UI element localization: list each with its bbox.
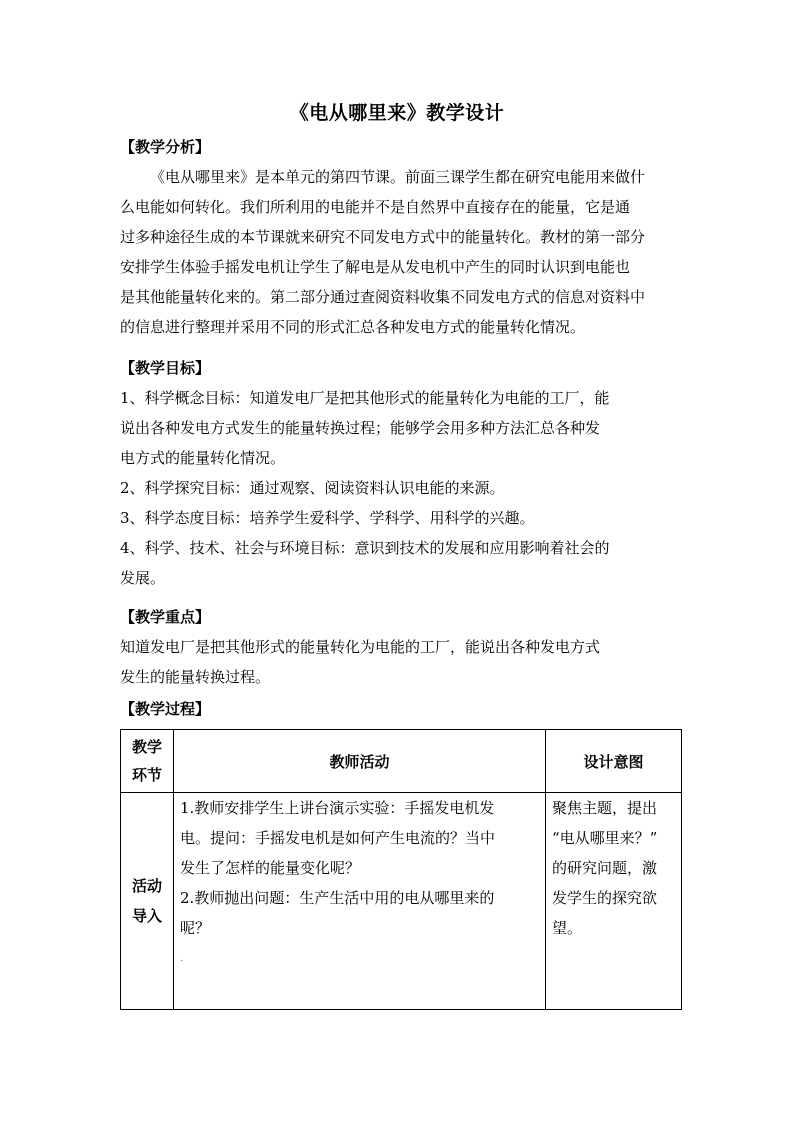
header-intent: 设计意图	[546, 730, 682, 793]
header-stage-line: 环节	[131, 766, 162, 784]
row-stage	[121, 793, 174, 1010]
process-heading: 【教学过程】	[120, 700, 211, 718]
stray-dot-mark: ·	[180, 956, 184, 967]
analysis-line: 《电从哪里来》是本单元的第四节课。前面三课学生都在研究电能用来做什	[150, 168, 646, 186]
goals-line: 说出各种发电方式发生的能量转换过程；能够学会用多种方法汇总各种发	[120, 419, 601, 437]
teacher-line: 呢？	[180, 919, 211, 937]
table-header-row	[121, 730, 682, 793]
analysis-line: 过多种途径生成的本节课就来研究不同发电方式中的能量转化。教材的第一部分	[120, 228, 646, 246]
keypoints-line: 知道发电厂是把其他形式的能量转化为电能的工厂，能说出各种发电方式	[120, 638, 601, 656]
intent-line: 发学生的探究欲	[552, 889, 658, 907]
keypoints-heading: 【教学重点】	[120, 608, 211, 626]
intent-line: “电从哪里来？”	[552, 829, 658, 847]
goals-line: 2、科学探究目标：通过观察、阅读资料认识电能的来源。	[120, 479, 505, 497]
row-stage-line: 活动	[131, 877, 162, 895]
header-teacher: 教师活动	[174, 730, 546, 793]
teacher-line: 发生了怎样的能量变化呢？	[180, 859, 361, 877]
analysis-line: 的信息进行整理并采用不同的形式汇总各种发电方式的能量转化情况。	[120, 318, 586, 336]
table-row	[121, 793, 682, 1010]
goals-paragraph	[120, 383, 680, 593]
analysis-line: 安排学生体验手摇发电机让学生了解电是从发电机中产生的同时认识到电能也	[120, 258, 631, 276]
intent-line: 望。	[552, 919, 583, 937]
analysis-paragraph	[120, 162, 680, 342]
keypoints-paragraph	[120, 632, 680, 692]
header-stage	[121, 730, 174, 793]
teacher-line: 1.教师安排学生上讲台演示实验：手摇发电机发	[180, 799, 495, 817]
goals-heading: 【教学目标】	[120, 359, 211, 377]
goals-line: 发展。	[120, 569, 166, 587]
analysis-heading: 【教学分析】	[120, 138, 211, 156]
goals-line: 电方式的能量转化情况。	[120, 449, 286, 467]
goals-line: 3、科学态度目标：培养学生爱科学、学科学、用科学的兴趣。	[120, 509, 535, 527]
row-teacher-activity	[174, 793, 546, 1010]
goals-line: 4、科学、技术、社会与环境目标：意识到技术的发展和应用影响着社会的	[120, 539, 610, 557]
teacher-line: 2.教师抛出问题：生产生活中用的电从哪里来的	[180, 889, 495, 907]
header-stage-line: 教学	[131, 738, 162, 756]
teacher-line: 电。提问：手摇发电机是如何产生电流的？当中	[180, 829, 496, 847]
goals-line: 1、科学概念目标：知道发电厂是把其他形式的能量转化为电能的工厂，能	[120, 389, 610, 407]
intent-line: 的研究问题，激	[552, 859, 658, 877]
page-title: 《电从哪里来》教学设计	[289, 102, 505, 124]
analysis-line: 么电能如何转化。我们所利用的电能并不是自然界中直接存在的能量，它是通	[120, 198, 631, 216]
keypoints-line: 发生的能量转换过程。	[120, 668, 271, 686]
process-table	[120, 729, 682, 1010]
analysis-line: 是其他能量转化来的。第二部分通过查阅资料收集不同发电方式的信息对资料中	[120, 288, 646, 306]
intent-line: 聚焦主题，提出	[552, 799, 658, 817]
row-design-intent	[546, 793, 682, 1010]
row-stage-line: 导入	[131, 907, 162, 925]
